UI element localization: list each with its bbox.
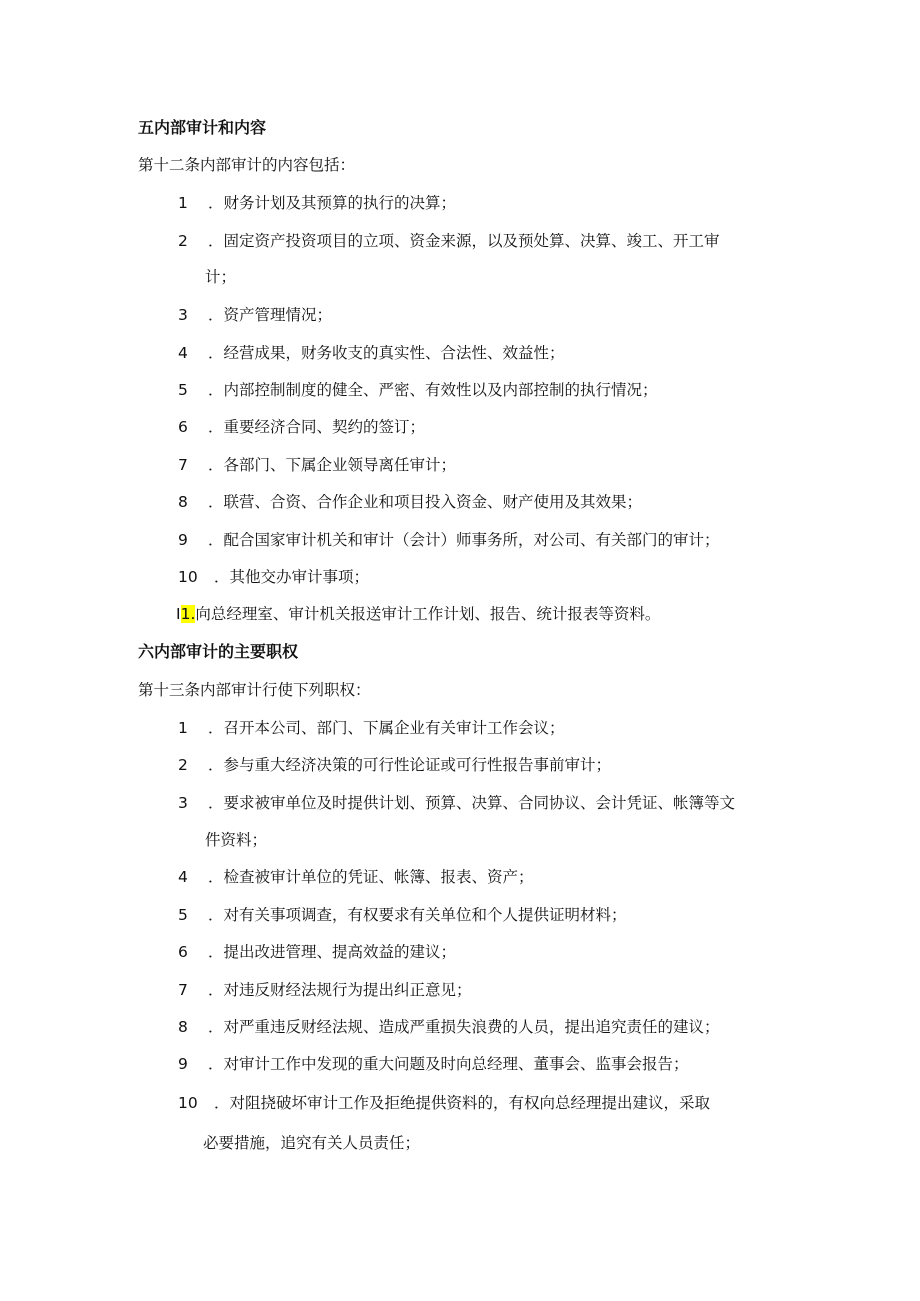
list-item bbox=[178, 866, 534, 888]
item-text: ．经营成果，财务收支的真实性、合法性、效益性； bbox=[208, 344, 565, 362]
highlighted-item-number: 1. bbox=[180, 605, 196, 623]
item-number: 10 bbox=[178, 1094, 198, 1112]
item-text: ．配合国家审计机关和审计（会计）师事务所，对公司、有关部门的审计； bbox=[208, 531, 720, 549]
list-item bbox=[178, 491, 642, 513]
list-item bbox=[178, 342, 565, 364]
item-continuation: 必要措施，追究有关人员责任； bbox=[203, 1134, 421, 1152]
list-item bbox=[178, 1016, 720, 1038]
item-number: 8 bbox=[178, 493, 188, 511]
item-text: ．对审计工作中发现的重大问题及时向总经理、董事会、监事会报告； bbox=[208, 1055, 689, 1073]
item-number: I bbox=[176, 605, 181, 623]
list-item bbox=[178, 979, 472, 1001]
item-text: ．内部控制制度的健全、严密、有效性以及内部控制的执行情况； bbox=[208, 381, 658, 399]
list-item bbox=[178, 904, 627, 926]
item-text: ．联营、合资、合作企业和项目投入资金、财产使用及其效果； bbox=[208, 493, 643, 511]
list-item bbox=[178, 192, 456, 214]
list-item bbox=[178, 792, 735, 814]
item-number: 8 bbox=[178, 1018, 188, 1036]
item-text: ．资产管理情况； bbox=[208, 306, 333, 324]
section-6-heading: 六内部审计的主要职权 bbox=[138, 642, 299, 661]
list-item bbox=[178, 941, 456, 963]
item-number: 9 bbox=[178, 1055, 188, 1073]
item-text: ．各部门、下属企业领导离任审计； bbox=[208, 456, 457, 474]
list-item bbox=[178, 754, 611, 776]
item-number: 5 bbox=[178, 381, 188, 399]
list-item bbox=[178, 416, 425, 438]
item-number: 6 bbox=[178, 943, 188, 961]
item-number: 4 bbox=[178, 868, 188, 886]
section-5-intro: 第十二条内部审计的内容包括： bbox=[138, 156, 356, 174]
item-number: 6 bbox=[178, 418, 188, 436]
item-text: ．检查被审计单位的凭证、帐簿、报表、资产； bbox=[208, 868, 534, 886]
item-number: 2 bbox=[178, 232, 188, 250]
list-item bbox=[178, 1053, 689, 1075]
item-number: 3 bbox=[178, 306, 188, 324]
section-6-intro: 第十三条内部审计行使下列职权： bbox=[138, 681, 371, 699]
list-item bbox=[178, 1092, 710, 1114]
item-text: ．固定资产投资项目的立项、资金来源，以及预处算、决算、竣工、开工审 bbox=[208, 232, 720, 250]
item-number: 1 bbox=[178, 194, 188, 212]
list-item bbox=[178, 454, 456, 476]
item-text: ．其他交办审计事项； bbox=[214, 568, 370, 586]
item-number: 2 bbox=[178, 756, 188, 774]
item-text: 向总经理室、审计机关报送审计工作计划、报告、统计报表等资料。 bbox=[195, 605, 661, 623]
list-item bbox=[178, 717, 565, 739]
list-item bbox=[178, 529, 720, 551]
item-number: 5 bbox=[178, 906, 188, 924]
list-item bbox=[178, 230, 720, 252]
item-text: ．召开本公司、部门、下属企业有关审计工作会议； bbox=[208, 719, 565, 737]
item-continuation: 计； bbox=[205, 268, 237, 286]
item-text: ．对严重违反财经法规、造成严重损失浪费的人员，提出追究责任的建议； bbox=[208, 1018, 720, 1036]
list-item bbox=[178, 304, 332, 326]
item-text: ．对有关事项调查，有权要求有关单位和个人提供证明材料； bbox=[208, 906, 627, 924]
list-item bbox=[178, 379, 658, 401]
item-number: 9 bbox=[178, 531, 188, 549]
item-text: ．对违反财经法规行为提出纠正意见； bbox=[208, 981, 472, 999]
item-text: ．财务计划及其预算的执行的决算； bbox=[208, 194, 457, 212]
item-text: ．要求被审单位及时提供计划、预算、决算、合同协议、会计凭证、帐簿等文 bbox=[208, 794, 736, 812]
item-number: 3 bbox=[178, 794, 188, 812]
item-text: ．对阻挠破坏审计工作及拒绝提供资料的，有权向总经理提出建议，采取 bbox=[214, 1094, 711, 1112]
item-number: 4 bbox=[178, 344, 188, 362]
item-text: ．提出改进管理、提高效益的建议； bbox=[208, 943, 457, 961]
item-continuation: 件资料； bbox=[205, 831, 268, 849]
item-number: 7 bbox=[178, 981, 188, 999]
list-item bbox=[178, 566, 369, 588]
item-number: 10 bbox=[178, 568, 198, 586]
item-number: 1 bbox=[178, 719, 188, 737]
item-text: ．重要经济合同、契约的签订； bbox=[208, 418, 426, 436]
item-number: 7 bbox=[178, 456, 188, 474]
item-text: ．参与重大经济决策的可行性论证或可行性报告事前审计； bbox=[208, 756, 612, 774]
section-5-heading: 五内部审计和内容 bbox=[138, 118, 267, 137]
list-item bbox=[176, 603, 660, 625]
